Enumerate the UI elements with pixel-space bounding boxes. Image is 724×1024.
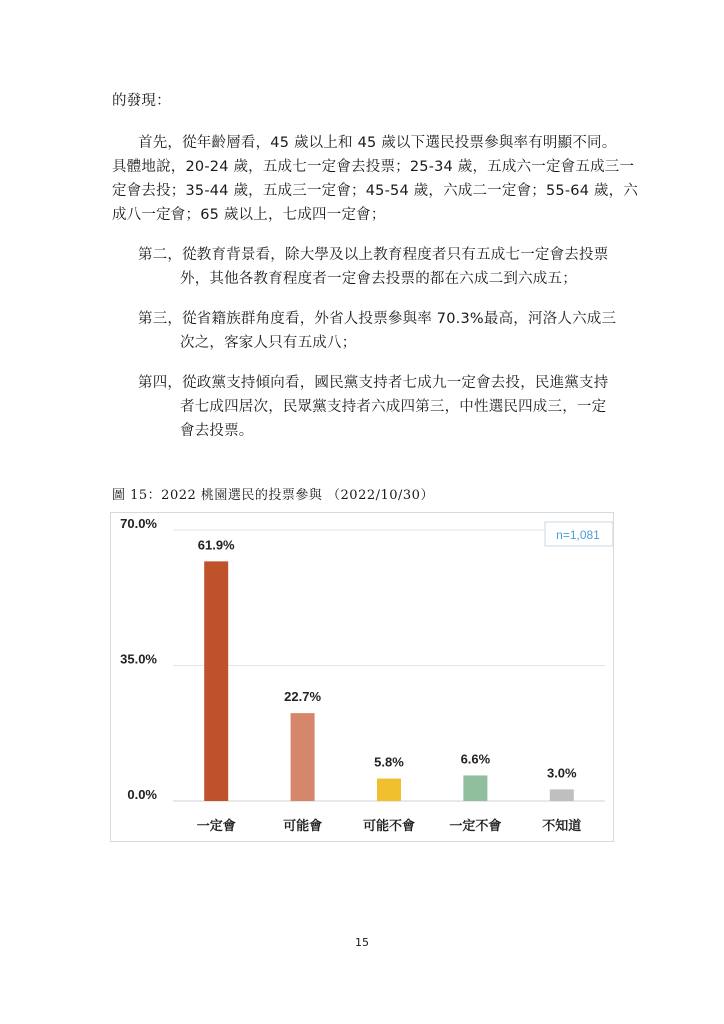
paragraph-line: 第三，從省籍族群角度看，外省人投票參與率 70.3%最高，河洛人六成三: [138, 311, 617, 327]
x-category-label: 可能不會: [362, 819, 416, 834]
bar: [291, 713, 315, 801]
bar-value-label: 3.0%: [546, 765, 577, 781]
paragraph-line: 第二，從教育背景看，除大學及以上教育程度者只有五成七一定會去投票: [138, 247, 609, 263]
page-number: 15: [355, 936, 369, 949]
paragraph-line: 第四，從政黨支持傾向看，國民黨支持者七成九一定會去投，民進黨支持: [138, 375, 609, 391]
paragraph-line: 者七成四居次，民眾黨支持者六成四第三，中性選民四成三，一定: [180, 399, 607, 415]
bar-chart: [111, 513, 613, 841]
figure-caption: 圖 15：2022 桃園選民的投票參與 （2022/10/30）: [112, 488, 434, 503]
bar-chart-frame: [110, 512, 614, 842]
bar-value-label: 61.9%: [197, 537, 235, 553]
x-category-label: 可能會: [283, 819, 323, 834]
paragraph-line: 首先，從年齡層看，45 歲以上和 45 歲以下選民投票參與率有明顯不同。: [138, 135, 617, 151]
y-tick-label: 70.0%: [120, 516, 157, 531]
paragraph-line: 次之，客家人只有五成八；: [180, 335, 357, 351]
intro-text: 的發現：: [112, 93, 171, 109]
bar: [463, 775, 487, 801]
x-category-label: 不知道: [542, 819, 582, 834]
y-tick-label: 0.0%: [127, 787, 157, 802]
bar-value-label: 5.8%: [374, 754, 404, 770]
bar-value-label: 6.6%: [460, 751, 491, 767]
paragraph-line: 會去投票。: [180, 423, 254, 439]
paragraph-line: 具體地說，20-24 歲，五成七一定會去投票；25-34 歲，五成六一定會五成三一: [112, 159, 635, 175]
bar: [204, 561, 228, 801]
bar: [550, 789, 574, 801]
y-tick-label: 35.0%: [120, 651, 157, 667]
sample-size-label: n=1,081: [556, 528, 600, 542]
x-category-label: 一定不會: [449, 819, 502, 834]
paragraph-line: 成八一定會；65 歲以上，七成四一定會；: [112, 207, 386, 223]
paragraph-line: 外，其他各教育程度者一定會去投票的都在六成二到六成五；: [180, 271, 577, 287]
paragraph-line: 定會去投；35-44 歲，五成三一定會；45-54 歲，六成二一定會；55-64 歲，六: [112, 183, 639, 199]
bar: [377, 779, 401, 801]
bar-value-label: 22.7%: [284, 689, 322, 705]
x-category-label: 一定會: [196, 819, 236, 834]
